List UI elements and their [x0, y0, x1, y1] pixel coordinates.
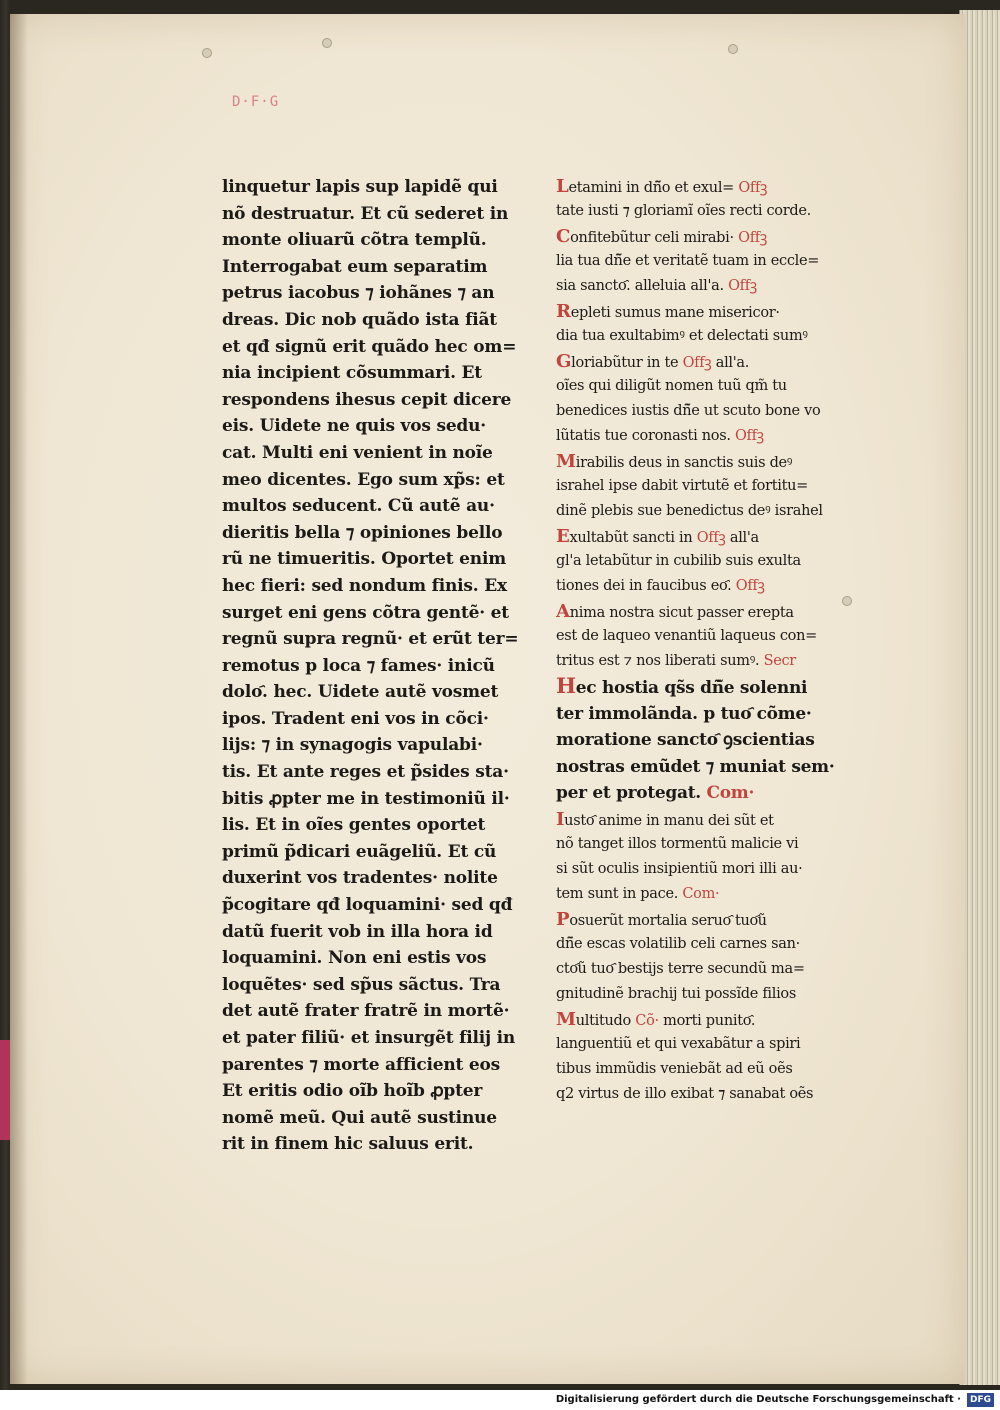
- text-line: nia incipient cõsummari. Et: [222, 363, 482, 384]
- text-line: monte oliuarũ cõtra templũ.: [222, 230, 487, 251]
- dfg-logo: DFG: [967, 1393, 994, 1407]
- line-text: irabilis deus in sanctis suis deꝰ: [575, 455, 793, 471]
- text-line: [556, 324, 856, 349]
- text-line: et qđ signũ erit quãdo hec om=: [222, 336, 517, 357]
- line-text: gnitudinẽ brachij tui possĩde filios: [556, 985, 796, 1002]
- text-line: [556, 727, 856, 754]
- line-text: ultitudo: [575, 1012, 631, 1029]
- book-fore-edge: [959, 10, 1000, 1385]
- line-text: etamini in dñ̃o et exul=: [568, 180, 735, 196]
- text-line: [556, 599, 856, 624]
- text-line: parentes ⁊ morte afficient eos: [222, 1054, 501, 1075]
- library-stamp: D·F·G: [232, 94, 280, 110]
- binding-hole: [728, 44, 738, 54]
- text-line: [556, 524, 856, 549]
- text-line: duxerint vos tradentes· nolite: [222, 868, 498, 889]
- rubric: Offꝫ: [731, 578, 765, 594]
- text-line: ipos. Tradent eni vos in cõci·: [222, 708, 489, 729]
- line-tail: all'a: [725, 530, 759, 546]
- line-text: nostras emũdet ⁊ muniat sem·: [556, 756, 835, 777]
- text-line: rit in finem hic saluus erit.: [222, 1134, 474, 1155]
- text-line: [556, 474, 856, 499]
- text-line: [556, 674, 856, 701]
- text-line: rũ ne timueritis. Oportet enim: [222, 549, 506, 570]
- text-line: [556, 1057, 856, 1082]
- binding-hole: [322, 38, 332, 48]
- rubric: Offꝫ: [733, 230, 767, 246]
- text-line: [556, 399, 856, 424]
- rubric: Com·: [678, 885, 720, 902]
- gutter-shadow: [10, 14, 28, 1384]
- red-initial: I: [556, 808, 565, 830]
- rubric: Offꝫ: [723, 278, 757, 294]
- text-line: dieritis bella ⁊ opiniones bello: [222, 522, 503, 543]
- text-line: Interrogabat eum separatim: [222, 256, 488, 277]
- red-initial: M: [556, 1008, 576, 1030]
- line-text: tibus immũdis veniebãt ad eũ oẽs: [556, 1060, 793, 1077]
- red-initial: E: [556, 526, 570, 547]
- text-line: meo dicentes. Ego sum xp̃s: et: [222, 469, 505, 490]
- line-text: cto҄ũ tuo҄ bestijs terre secundũ ma=: [556, 960, 805, 977]
- text-line: nomẽ meũ. Qui autẽ sustinue: [222, 1107, 497, 1128]
- line-text: q2 virtus de illo exibat ⁊ sanabat oẽs: [556, 1085, 814, 1102]
- text-line: [556, 199, 856, 224]
- text-line: [556, 174, 856, 199]
- line-text: per et protegat.: [556, 783, 701, 804]
- line-text: israhel ipse dabit virtutẽ et fortitu=: [556, 478, 809, 494]
- text-line: petrus iacobus ⁊ iohãnes ⁊ an: [222, 283, 495, 304]
- line-text: ec hostia qs̃s dñ̃e solenni: [575, 678, 808, 698]
- line-text: xultabũt sancti in: [569, 530, 693, 546]
- line-text: gl'a letabũtur in cubilib suis exulta: [556, 553, 801, 569]
- text-line: [556, 499, 856, 524]
- text-line: [556, 701, 856, 728]
- text-line: primũ p̃dicari euãgeliũ. Et cũ: [222, 841, 497, 862]
- rubric: Offꝫ: [730, 428, 764, 444]
- text-line: [556, 449, 856, 474]
- line-tail: all'a.: [711, 355, 750, 371]
- line-text: nima nostra sicut passer erepta: [569, 605, 794, 621]
- text-line: [556, 549, 856, 574]
- text-line: loquẽtes· sed sp̃us sãctus. Tra: [222, 974, 501, 995]
- text-line: [556, 807, 856, 832]
- line-tail: morti punito҄.: [658, 1012, 756, 1029]
- red-initial: R: [556, 301, 571, 322]
- line-text: ter immolãnda. p tuo҄ cõme·: [556, 703, 812, 724]
- line-text: loriabũtur in te: [571, 355, 679, 371]
- line-text: onfitebũtur celi mirabi·: [570, 230, 734, 246]
- text-line: [556, 857, 856, 882]
- text-line: dreas. Dic nob quãdo ista fiãt: [222, 309, 497, 330]
- line-text: moratione sancto҄ ꝯscientias: [556, 730, 815, 751]
- text-line: remotus p loca ⁊ fames· inicũ: [222, 655, 495, 676]
- red-initial: L: [556, 176, 569, 197]
- red-initial: A: [556, 601, 570, 622]
- line-text: nõ tanget illos tormentũ malicie vi: [556, 835, 799, 852]
- right-text-column: [556, 174, 856, 1107]
- text-line: multos seducent. Cũ autẽ au·: [222, 496, 495, 517]
- funding-credit: Digitalisierung gefördert durch die Deutsche Forschungsgemeinschaft ·: [555, 1394, 961, 1405]
- text-line: [556, 780, 856, 807]
- text-line: [556, 649, 856, 674]
- text-line: [556, 624, 856, 649]
- text-line: det autẽ frater fratrẽ in mortẽ·: [222, 1001, 510, 1022]
- text-line: cat. Multi eni venient in noĩe: [222, 442, 493, 463]
- text-line: [556, 754, 856, 781]
- text-line: datũ fuerit vob in illa hora id: [222, 921, 493, 942]
- binding-hole: [202, 48, 212, 58]
- red-initial: H: [556, 674, 576, 699]
- red-initial: G: [556, 351, 572, 372]
- line-text: si sũt oculis insipientiũ mori illi au·: [556, 860, 803, 877]
- text-line: p̃cogitare qđ loquamini· sed qđ: [222, 895, 513, 916]
- text-line: lis. Et in oĩes gentes oportet: [222, 815, 486, 836]
- rubric: Cõ·: [630, 1012, 659, 1029]
- text-line: loquamini. Non eni estis vos: [222, 948, 487, 969]
- line-text: tate iusti ⁊ gloriamĩ oĩes recti corde.: [556, 203, 811, 219]
- text-line: tis. Et ante reges et p̃sides sta·: [222, 762, 509, 783]
- text-line: [556, 1007, 856, 1032]
- bookmark-ribbon: [0, 1040, 10, 1140]
- line-text: dñ̃e escas volatilib celi carnes san·: [556, 935, 800, 952]
- text-line: lijs: ⁊ in synagogis vapulabi·: [222, 735, 483, 756]
- text-line: [556, 224, 856, 249]
- text-line: bitis ꝓpter me in testimoniũ il·: [222, 788, 510, 809]
- line-text: dia tua exultabimꝰ et delectati sumꝰ: [556, 328, 808, 344]
- rubric: Secr: [759, 653, 796, 669]
- red-initial: C: [556, 226, 571, 247]
- line-text: oĩes qui diligũt nomen tuũ qm̃ tu: [556, 378, 787, 394]
- text-line: [556, 349, 856, 374]
- line-text: sia sancto҄. alleluia all'a.: [556, 278, 724, 294]
- text-line: linquetur lapis sup lapidẽ qui: [222, 177, 498, 197]
- text-line: [556, 374, 856, 399]
- text-line: [556, 574, 856, 599]
- text-line: regnũ supra regnũ· et erũt ter=: [222, 629, 519, 650]
- rubric: Com·: [700, 783, 755, 804]
- text-line: [556, 832, 856, 857]
- text-line: [556, 882, 856, 907]
- text-line: hec fieri: sed nondum finis. Ex: [222, 575, 507, 596]
- text-line: [556, 982, 856, 1007]
- line-text: osuerũt mortalia seruo҄ tuo҄ũ: [569, 912, 767, 929]
- left-text-column: [222, 174, 522, 1158]
- text-line: [556, 1032, 856, 1057]
- text-line: Et eritis odio oĩb hoĩb ꝓpter: [222, 1081, 483, 1102]
- line-text: tiones dei in faucibus eo҄.: [556, 578, 732, 594]
- line-text: lũtatis tue coronasti nos.: [556, 428, 731, 444]
- text-line: dolo҄. hec. Uidete autẽ vosmet: [222, 682, 499, 703]
- text-line: [556, 907, 856, 932]
- text-line: [556, 932, 856, 957]
- rubric: Offꝫ: [678, 355, 712, 371]
- text-line: eis. Uidete ne quis vos sedu·: [222, 416, 487, 437]
- line-text: epleti sumus mane misericor·: [570, 305, 780, 321]
- text-line: respondens ihesus cepit dicere: [222, 389, 512, 410]
- text-line: [556, 424, 856, 449]
- text-line: [556, 299, 856, 324]
- line-text: tem sunt in pace.: [556, 885, 679, 902]
- line-text: est de laqueo venantiũ laqueus con=: [556, 628, 817, 644]
- text-line: [556, 249, 856, 274]
- line-text: languentiũ et qui vexabãtur a spiri: [556, 1035, 801, 1052]
- red-initial: P: [556, 908, 570, 930]
- text-line: surget eni gens cõtra gentẽ· et: [222, 602, 509, 623]
- text-line: nõ destruatur. Et cũ sederet in: [222, 203, 509, 224]
- manuscript-page: [10, 14, 965, 1384]
- text-line: [556, 1082, 856, 1107]
- rubric: Offꝫ: [692, 530, 726, 546]
- text-line: [556, 957, 856, 982]
- line-text: lia tua dñ̃e et veritatẽ tuam in eccle=: [556, 253, 820, 269]
- line-text: tritus est ⁊ nos liberati sumꝰ.: [556, 653, 760, 669]
- line-text: usto҄ anime in manu dei sũt et: [564, 812, 774, 829]
- rubric: Offꝫ: [734, 180, 768, 196]
- red-initial: M: [556, 451, 576, 472]
- text-line: et pater filiũ· et insurgẽt filij in: [222, 1028, 516, 1048]
- text-line: [556, 274, 856, 299]
- line-text: benedices iustis dñ̃e ut scuto bone vo: [556, 403, 821, 419]
- line-text: dinẽ plebis sue benedictus deꝰ israhel: [556, 503, 823, 519]
- footer-bar: [0, 1390, 1000, 1410]
